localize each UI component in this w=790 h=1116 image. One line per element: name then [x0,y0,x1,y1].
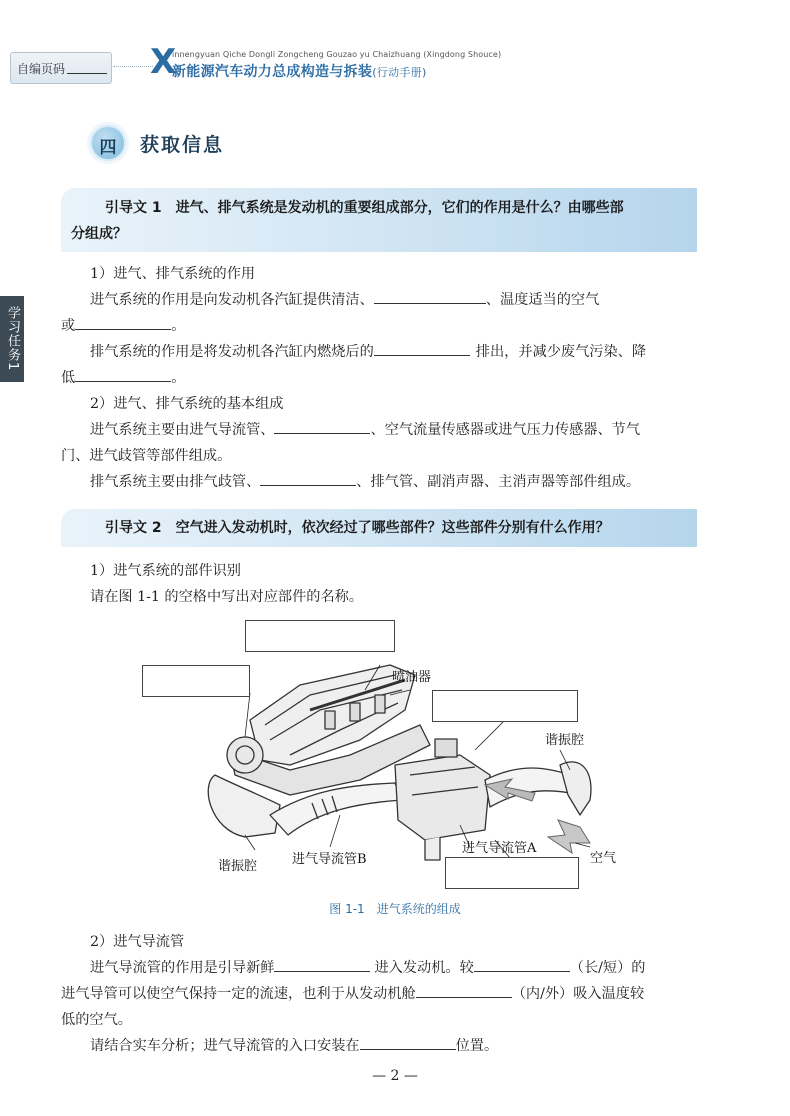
part1-line4-a: 低 [61,370,76,386]
part4-line1 [90,955,646,981]
answer-blank[interactable] [274,955,370,972]
answer-blank[interactable] [474,955,570,972]
x-logo-icon: X [150,42,177,82]
part1-line3-a: 排气系统的作用是将发动机各汽缸内燃烧后的 [90,344,374,360]
part4-line2-a: 进气导管可以使空气保持一定的流速，也利于从发动机舱 [61,986,416,1002]
part2-line1-b: 、空气流量传感器或进气压力传感器、节气 [370,422,641,438]
label-box-left[interactable] [142,665,250,697]
side-tab: 学习任务1 [0,296,24,382]
part1-line1-b: 、温度适当的空气 [485,292,600,308]
answer-blank[interactable] [374,287,486,304]
guide-1-text [71,195,687,247]
part4-line2 [61,981,644,1007]
section-title: 获取信息 [140,134,225,156]
guide-bar-1 [61,188,697,252]
label-air: 空气 [590,851,617,866]
header-divider [113,66,153,67]
part1-line2 [61,313,185,339]
guide-2-text [71,515,687,541]
part4-line1-c: （长/短）的 [569,960,646,976]
label-intake-duct-b: 进气导流管B [292,852,367,867]
answer-blank[interactable] [360,1033,456,1050]
guide-2-label: 引导文 2 [105,520,162,536]
page-number: — 2 — [372,1068,418,1084]
part1-heading: 1）进气、排气系统的作用 [90,266,256,282]
part2-line3 [90,469,640,495]
part3-instruction: 请在图 1-1 的空格中写出对应部件的名称。 [90,589,364,605]
part2-line2: 门、进气歧管等部件组成。 [61,448,232,464]
page-number-blank [67,73,107,74]
label-injector: 喷油器 [392,670,432,685]
answer-blank[interactable] [75,313,171,330]
part2-line1-a: 进气系统主要由进气导流管、 [90,422,275,438]
part2-line3-a: 排气系统主要由排气歧管、 [90,474,261,490]
answer-blank[interactable] [260,469,356,486]
guide-2-line1: 空气进入发动机时，依次经过了哪些部件？这些部件分别有什么作用？ [175,520,610,536]
part3-heading: 1）进气系统的部件识别 [90,563,241,579]
part4-heading: 2）进气导流管 [90,934,185,950]
label-box-right[interactable] [432,690,578,722]
label-box-bottom[interactable] [445,857,579,889]
part4-line4-b: 位置。 [455,1038,499,1054]
answer-blank[interactable] [416,981,512,998]
guide-1-line2: 分组成？ [71,226,127,242]
part2-heading: 2）进气、排气系统的基本组成 [90,396,284,412]
label-resonator-right: 谐振腔 [545,733,585,748]
part1-line2-b: 。 [171,318,186,334]
part1-line3 [90,339,646,365]
part1-line4 [61,365,185,391]
part4-line4 [90,1033,498,1059]
label-box-top[interactable] [245,620,395,652]
header-book-title: 新能源汽车动力总成构造与拆装 [172,64,373,80]
page-number-box [10,52,112,84]
part2-line3-b: 、排气管、副消声器、主消声器等部件组成。 [356,474,641,490]
guide-1-label: 引导文 1 [105,200,162,216]
figure-caption: 图 1-1 进气系统的组成 [329,902,461,916]
part1-line1-a: 进气系统的作用是向发动机各汽缸提供清洁、 [90,292,374,308]
part1-line2-a: 或 [61,318,76,334]
part1-line3-b: 排出，并减少废气污染、降 [475,344,647,360]
page-number-box-label: 自编页码 [17,62,66,76]
answer-blank[interactable] [274,417,370,434]
part4-line3: 低的空气。 [61,1012,132,1028]
section-number: 四 [99,138,117,158]
header-book-subtitle: (行动手册) [372,66,427,79]
guide-1-line1: 进气、排气系统是发动机的重要组成部分，它们的作用是什么？由哪些部 [175,200,624,216]
part2-line1 [90,417,640,443]
header-pinyin: innengyuan Qiche Dongli Zongcheng Gouzao yu Chaizhuang (Xingdong Shouce) [172,50,502,59]
answer-blank[interactable] [75,365,171,382]
engine-illustration [140,615,620,891]
answer-blank[interactable] [374,339,470,356]
label-resonator-left: 谐振腔 [218,859,258,874]
part4-line2-b: （内/外）吸入温度较 [511,986,645,1002]
part4-line1-a: 进气导流管的作用是引导新鲜 [90,960,275,976]
part4-line4-a: 请结合实车分析；进气导流管的入口安装在 [90,1038,360,1054]
header-title [172,61,427,81]
label-intake-duct-a: 进气导流管A [462,841,537,856]
intake-system-figure [140,615,620,891]
part1-line1 [90,287,599,313]
part1-line4-b: 。 [171,370,186,386]
section-number-badge [90,125,126,161]
part4-line1-b: 进入发动机。较 [374,960,474,976]
guide-bar-2 [61,509,697,547]
